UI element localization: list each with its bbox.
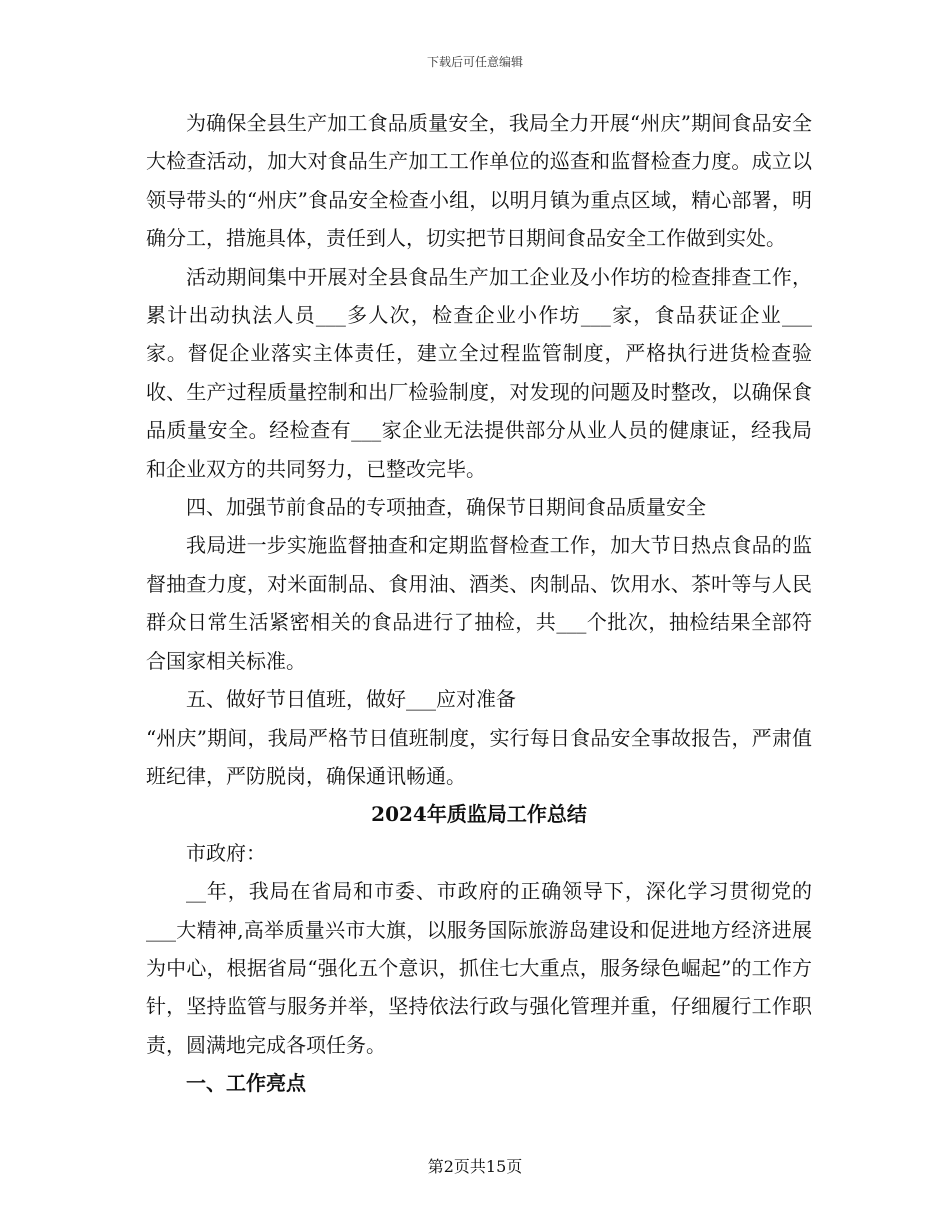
paragraph-inspection-results: 活动期间集中开展对全县食品生产加工企业及小作坊的检查排查工作，累计出动执法人员___多人次，检查企业小作坊___家，食品获证企业___家。督促企业落实主体责任，建立全过程监管制度，严格执行进货检查验收、生产过程质量控制和出厂检验制度，对发现的问题及时整改，以确保食品质量安全。经检查有___家企业无法提供部分从业人员的健康证，经我局和企业双方的共同努力，已整改完毕。 — [146, 264, 812, 481]
document-body — [146, 104, 812, 1103]
page-header: 下载后可任意编辑 — [426, 55, 523, 69]
salutation: 市政府： — [186, 840, 266, 865]
page-footer: 第2页共15页 — [427, 1157, 523, 1176]
section-title: 2024年质监局工作总结 — [371, 802, 587, 827]
paragraph-duty-details: “州庆”期间，我局严格节日值班制度，实行每日食品安全事故报告，严肃值班纪律，严防脱岗，确保通讯畅通。 — [146, 725, 812, 788]
paragraph-food-safety-inspection: 为确保全县生产加工食品质量安全，我局全力开展“州庆”期间食品安全大检查活动，加大对食品生产加工工作单位的巡查和监督检查力度。成立以领导带头的“州庆”食品安全检查小组，以明月镇为重点区域，精心部署，明确分工，措施具体，责任到人，切实把节日期间食品安全工作做到实处。 — [146, 111, 812, 251]
heading-holiday-duty: 五、做好节日值班，做好___应对准备 — [186, 687, 516, 712]
heading-special-sampling: 四、加强节前食品的专项抽查，确保节日期间食品质量安全 — [186, 495, 706, 520]
paragraph-sampling-details: 我局进一步实施监督抽查和定期监督检查工作，加大节日热点食品的监督抽查力度，对米面制品、食用油、酒类、肉制品、饮用水、茶叶等与人民群众日常生活紧密相关的食品进行了抽检，共___个批次，抽检结果全部符合国家相关标准。 — [146, 533, 812, 673]
paragraph-annual-summary: __年，我局在省局和市委、市政府的正确领导下，深化学习贯彻党的___大精神,高举质量兴市大旗，以服务国际旅游岛建设和促进地方经济进展为中心，根据省局“强化五个意识，抓住七大重点，服务绿色崛起”的工作方针，坚持监管与服务并举，坚持依法行政与强化管理并重，仔细履行工作职责，圆满地完成各项任务。 — [146, 879, 812, 1057]
heading-work-highlights: 一、工作亮点 — [186, 1071, 306, 1096]
